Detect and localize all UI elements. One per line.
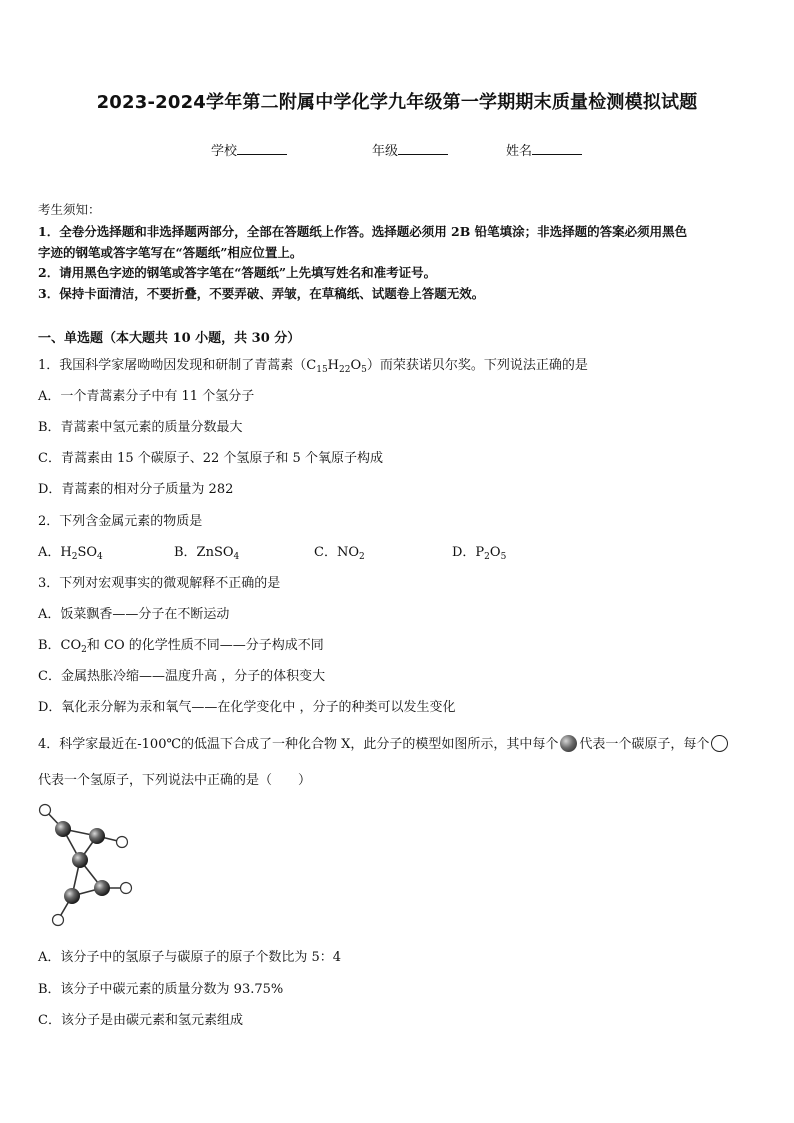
q2-stem: 2．下列含金属元素的物质是 (38, 514, 203, 529)
q1-option-b: B．青蒿素中氢元素的质量分数最大 (38, 420, 243, 435)
q2-option-b: B．ZnSO$_4$ (174, 545, 240, 562)
q4-option-b: B．该分子中碳元素的质量分数为 93.75% (38, 982, 284, 997)
q2-option-c: C．$NO_2$ (314, 545, 365, 562)
grade-label: 年级 (372, 144, 399, 159)
carbon-atom-icon (560, 735, 577, 752)
grade-field (372, 140, 448, 159)
notice-heading: 考生须知： (38, 202, 101, 217)
name-blank[interactable] (532, 142, 582, 155)
grade-blank[interactable] (398, 142, 448, 155)
q1-option-c: C．青蒿素由 15 个碳原子、22 个氢原子和 5 个氧原子构成 (38, 451, 383, 466)
page-title: 2023-2024学年第二附属中学化学九年级第一学期期末质量检测模拟试题 (96, 92, 698, 113)
hydrogen-atom-icon (40, 805, 51, 816)
q4-stem-line1: 4．科学家最近在-100℃的低温下合成了一种化合物 X，此分子的模型如图所示，其中每个 代表一个碳原子，每个 (38, 733, 730, 752)
q3-option-b: B．$CO_2$和 CO 的化学性质不同——分子构成不同 (38, 638, 324, 655)
school-label: 学校 (211, 144, 238, 159)
q1-option-a: A．一个青蒿素分子中有 11 个氢分子 (38, 389, 255, 404)
q3-option-a: A．饭菜飘香——分子在不断运动 (38, 607, 230, 622)
q1-option-d: D．青蒿素的相对分子质量为 282 (38, 482, 234, 497)
notice-line-1a: 1．全卷分选择题和非选择题两部分，全部在答题纸上作答。选择题必须用 2B 铅笔填涂；非选择题的答案必须用黑色 (38, 224, 688, 239)
notice-line-1b: 字迹的钢笔或答字笔写在“答题纸”相应位置上。 (38, 245, 303, 260)
carbon-atom-icon (94, 880, 110, 896)
q4-option-a: A．该分子中的氢原子与碳原子的原子个数比为 5：4 (38, 950, 342, 965)
section-heading: 一、单选题（本大题共 10 小题，共 30 分） (38, 331, 301, 346)
molecule-model-diagram (30, 798, 145, 928)
hydrogen-atom-icon (711, 735, 728, 752)
notice-line-3: 3．保持卡面清洁，不要折叠，不要弄破、弄皱，在草稿纸、试题卷上答题无效。 (38, 286, 485, 301)
q2-option-a: A．$H_2SO_4$ (38, 545, 103, 562)
q3-option-c: C．金属热胀冷缩——温度升高 ，分子的体积变大 (38, 669, 326, 684)
hydrogen-atom-icon (117, 837, 128, 848)
notice-line-2: 2．请用黑色字迹的钢笔或答字笔在“答题纸”上先填写姓名和准考证号。 (38, 265, 437, 280)
hydrogen-atom-icon (53, 915, 64, 926)
school-blank[interactable] (237, 142, 287, 155)
carbon-atom-icon (55, 821, 71, 837)
q3-option-d: D．氧化汞分解为汞和氧气——在化学变化中 ，分子的种类可以发生变化 (38, 700, 456, 715)
q4-stem-line2: 代表一个氢原子，下列说法中正确的是（ ） (38, 773, 312, 788)
name-field (506, 140, 582, 159)
q4-option-c: C．该分子是由碳元素和氢元素组成 (38, 1013, 243, 1028)
name-label: 姓名 (506, 144, 533, 159)
q1-stem: 1．我国科学家屠呦呦因发现和研制了青蒿素$(C_{15}H_{22}O_5)$而荣获诺贝尔奖。下列说法正确的是 (38, 358, 588, 375)
q2-option-d: D．$P_2O_5$ (452, 545, 507, 562)
q3-stem: 3．下列对宏观事实的微观解释不正确的是 (38, 576, 281, 591)
carbon-atom-icon (72, 852, 88, 868)
carbon-atom-icon (89, 828, 105, 844)
hydrogen-atom-icon (121, 883, 132, 894)
carbon-atom-icon (64, 888, 80, 904)
school-field (211, 140, 287, 159)
